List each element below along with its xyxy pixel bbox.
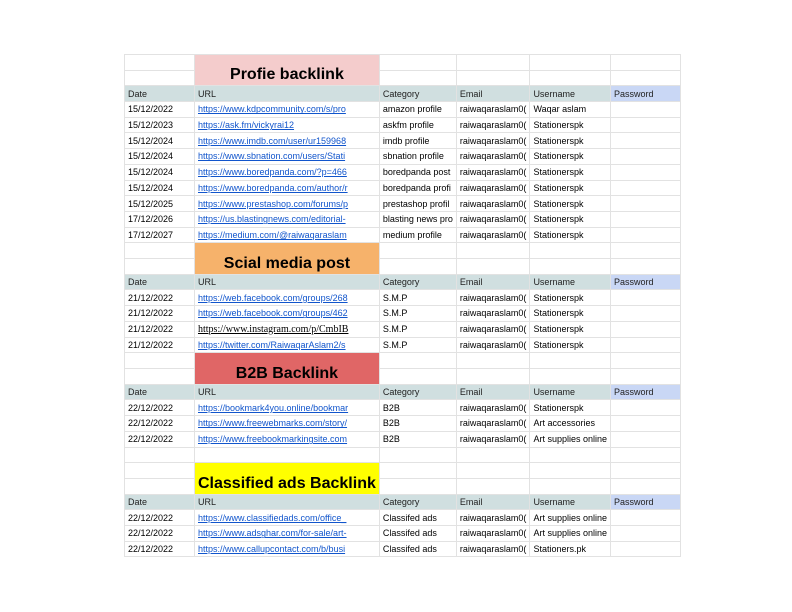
date-cell[interactable]: 22/12/2022 xyxy=(125,541,195,557)
table-row xyxy=(125,416,681,432)
url-link[interactable]: https://www.adsghar.com/for-sale/art- xyxy=(198,528,347,539)
email-cell[interactable]: raiwaqaraslam0( xyxy=(456,416,530,432)
url-link[interactable]: https://web.facebook.com/groups/268 xyxy=(198,292,348,303)
section-title[interactable]: B2B Backlink xyxy=(195,353,380,384)
category-cell[interactable]: S.M.P xyxy=(379,337,456,353)
empty-cell[interactable] xyxy=(125,478,195,494)
url-link[interactable]: https://medium.com/@raiwaqaraslam xyxy=(198,229,347,240)
header-password[interactable]: Password xyxy=(610,494,680,510)
url-cell[interactable] xyxy=(195,541,380,557)
email-cell[interactable]: raiwaqaraslam0( xyxy=(456,431,530,447)
header-email[interactable]: Email xyxy=(456,494,530,510)
header-password[interactable]: Password xyxy=(610,274,680,290)
category-cell[interactable]: Classifed ads xyxy=(379,541,456,557)
category-cell[interactable]: B2B xyxy=(379,431,456,447)
empty-cell[interactable] xyxy=(610,70,680,86)
url-link[interactable]: https://www.classifiedads.com/office_ xyxy=(198,512,347,523)
password-cell[interactable] xyxy=(610,149,680,165)
category-cell[interactable]: amazon profile xyxy=(379,102,456,118)
section-title[interactable]: Scial media post xyxy=(195,243,380,274)
date-cell[interactable]: 22/12/2022 xyxy=(125,510,195,526)
empty-cell[interactable] xyxy=(456,243,530,259)
empty-cell[interactable] xyxy=(125,55,195,71)
username-cell[interactable]: Stationerspk xyxy=(530,133,611,149)
username-cell[interactable]: Stationers.pk xyxy=(530,541,611,557)
username-cell[interactable]: Art accessories xyxy=(530,416,611,432)
header-url[interactable]: URL xyxy=(195,494,380,510)
table-row xyxy=(125,400,681,416)
password-cell[interactable] xyxy=(610,337,680,353)
header-row xyxy=(125,384,681,400)
url-link[interactable]: https://ask.fm/vickyrai12 xyxy=(198,120,295,131)
date-cell[interactable]: 15/12/2025 xyxy=(125,196,195,212)
date-cell[interactable]: 22/12/2022 xyxy=(125,400,195,416)
section-title[interactable]: Profie backlink xyxy=(195,55,380,86)
email-cell[interactable]: raiwaqaraslam0( xyxy=(456,400,530,416)
date-cell[interactable]: 22/12/2022 xyxy=(125,431,195,447)
empty-cell[interactable] xyxy=(530,478,611,494)
category-cell[interactable]: boredpanda profi xyxy=(379,180,456,196)
header-username[interactable]: Username xyxy=(530,86,611,102)
empty-cell[interactable] xyxy=(379,258,456,274)
email-cell[interactable]: raiwaqaraslam0( xyxy=(456,510,530,526)
empty-cell[interactable] xyxy=(456,369,530,385)
date-cell[interactable]: 21/12/2022 xyxy=(125,321,195,337)
password-cell[interactable] xyxy=(610,321,680,337)
empty-cell[interactable] xyxy=(125,353,195,369)
table-row xyxy=(125,211,681,227)
empty-cell[interactable] xyxy=(125,369,195,385)
url-link[interactable]: https://www.freebookmarkingsite.com xyxy=(198,434,348,445)
category-cell[interactable]: B2B xyxy=(379,400,456,416)
table-row xyxy=(125,180,681,196)
username-cell[interactable]: Stationerspk xyxy=(530,306,611,322)
empty-cell[interactable] xyxy=(456,463,530,479)
empty-cell[interactable] xyxy=(456,70,530,86)
password-cell[interactable] xyxy=(610,117,680,133)
password-cell[interactable] xyxy=(610,164,680,180)
url-cell[interactable] xyxy=(195,431,380,447)
header-password[interactable]: Password xyxy=(610,384,680,400)
password-cell[interactable] xyxy=(610,133,680,149)
empty-cell[interactable] xyxy=(610,478,680,494)
date-cell[interactable]: 15/12/2022 xyxy=(125,102,195,118)
empty-cell[interactable] xyxy=(125,463,195,479)
password-cell[interactable] xyxy=(610,211,680,227)
username-cell[interactable]: Stationerspk xyxy=(530,117,611,133)
email-cell[interactable]: raiwaqaraslam0( xyxy=(456,337,530,353)
url-link[interactable]: https://www.freewebmarks.com/story/ xyxy=(198,418,348,429)
header-email[interactable]: Email xyxy=(456,384,530,400)
url-link[interactable]: https://web.facebook.com/groups/462 xyxy=(198,308,348,319)
header-password[interactable]: Password xyxy=(610,86,680,102)
date-cell[interactable]: 17/12/2026 xyxy=(125,211,195,227)
category-cell[interactable]: blasting news pro xyxy=(379,211,456,227)
header-category[interactable]: Category xyxy=(379,384,456,400)
empty-cell[interactable] xyxy=(379,478,456,494)
url-link[interactable]: https://www.boredpanda.com/?p=466 xyxy=(198,167,347,178)
empty-cell[interactable] xyxy=(610,463,680,479)
username-cell[interactable]: Art supplies online xyxy=(530,525,611,541)
password-cell[interactable] xyxy=(610,102,680,118)
email-cell[interactable]: raiwaqaraslam0( xyxy=(456,164,530,180)
table-row xyxy=(125,196,681,212)
username-cell[interactable]: Stationerspk xyxy=(530,149,611,165)
header-date[interactable]: Date xyxy=(125,384,195,400)
empty-cell[interactable] xyxy=(530,369,611,385)
email-cell[interactable]: raiwaqaraslam0( xyxy=(456,525,530,541)
category-cell[interactable]: Classifed ads xyxy=(379,510,456,526)
header-email[interactable]: Email xyxy=(456,86,530,102)
category-cell[interactable]: boredpanda post xyxy=(379,164,456,180)
category-cell[interactable]: S.M.P xyxy=(379,306,456,322)
email-cell[interactable]: raiwaqaraslam0( xyxy=(456,541,530,557)
username-cell[interactable]: Stationerspk xyxy=(530,337,611,353)
table-row xyxy=(125,306,681,322)
empty-cell[interactable] xyxy=(125,258,195,274)
header-email[interactable]: Email xyxy=(456,274,530,290)
header-row xyxy=(125,494,681,510)
username-cell[interactable]: Stationerspk xyxy=(530,321,611,337)
empty-cell[interactable] xyxy=(195,447,380,463)
url-cell[interactable] xyxy=(195,164,380,180)
category-cell[interactable]: sbnation profile xyxy=(379,149,456,165)
header-category[interactable]: Category xyxy=(379,274,456,290)
password-cell[interactable] xyxy=(610,196,680,212)
category-cell[interactable]: S.M.P xyxy=(379,290,456,306)
date-cell[interactable]: 22/12/2022 xyxy=(125,416,195,432)
password-cell[interactable] xyxy=(610,306,680,322)
url-cell[interactable] xyxy=(195,227,380,243)
section-title[interactable]: Classified ads Backlink xyxy=(195,463,380,494)
empty-cell[interactable] xyxy=(530,463,611,479)
header-date[interactable]: Date xyxy=(125,494,195,510)
date-cell[interactable]: 15/12/2024 xyxy=(125,133,195,149)
url-cell[interactable] xyxy=(195,416,380,432)
date-cell[interactable]: 21/12/2022 xyxy=(125,306,195,322)
url-cell[interactable] xyxy=(195,510,380,526)
username-cell[interactable]: Stationerspk xyxy=(530,164,611,180)
empty-cell[interactable] xyxy=(125,447,195,463)
category-cell[interactable]: askfm profile xyxy=(379,117,456,133)
url-cell[interactable] xyxy=(195,525,380,541)
category-cell[interactable]: imdb profile xyxy=(379,133,456,149)
url-cell[interactable] xyxy=(195,306,380,322)
table-row xyxy=(125,525,681,541)
table-row xyxy=(125,510,681,526)
url-link[interactable]: https://bookmark4you.online/bookmar xyxy=(198,402,349,413)
url-link[interactable]: https://www.prestashop.com/forums/p xyxy=(198,198,349,209)
table-row xyxy=(125,290,681,306)
url-link[interactable]: https://www.sbnation.com/users/Stati xyxy=(198,151,346,162)
empty-cell[interactable] xyxy=(610,55,680,71)
empty-cell[interactable] xyxy=(379,447,456,463)
header-row xyxy=(125,274,681,290)
password-cell[interactable] xyxy=(610,400,680,416)
table-row xyxy=(125,117,681,133)
username-cell[interactable]: Stationerspk xyxy=(530,400,611,416)
empty-cell[interactable] xyxy=(530,447,611,463)
empty-cell[interactable] xyxy=(530,55,611,71)
empty-cell[interactable] xyxy=(456,353,530,369)
empty-cell[interactable] xyxy=(530,243,611,259)
email-cell[interactable]: raiwaqaraslam0( xyxy=(456,211,530,227)
empty-cell[interactable] xyxy=(530,258,611,274)
table-row xyxy=(125,337,681,353)
empty-cell[interactable] xyxy=(125,243,195,259)
table-row xyxy=(125,227,681,243)
url-cell[interactable] xyxy=(195,117,380,133)
url-cell[interactable] xyxy=(195,180,380,196)
empty-cell[interactable] xyxy=(610,369,680,385)
password-cell[interactable] xyxy=(610,227,680,243)
empty-cell[interactable] xyxy=(610,447,680,463)
table-row xyxy=(125,164,681,180)
url-cell[interactable] xyxy=(195,337,380,353)
date-cell[interactable]: 15/12/2023 xyxy=(125,117,195,133)
username-cell[interactable]: Art supplies online xyxy=(530,431,611,447)
table-row xyxy=(125,431,681,447)
category-cell[interactable]: medium profile xyxy=(379,227,456,243)
table-row xyxy=(125,321,681,337)
header-username[interactable]: Username xyxy=(530,494,611,510)
empty-cell[interactable] xyxy=(379,463,456,479)
header-date[interactable]: Date xyxy=(125,274,195,290)
password-cell[interactable] xyxy=(610,541,680,557)
url-cell[interactable] xyxy=(195,133,380,149)
date-cell[interactable]: 21/12/2022 xyxy=(125,290,195,306)
empty-cell[interactable] xyxy=(610,243,680,259)
url-cell[interactable] xyxy=(195,102,380,118)
empty-cell[interactable] xyxy=(530,353,611,369)
email-cell[interactable]: raiwaqaraslam0( xyxy=(456,102,530,118)
url-cell[interactable] xyxy=(195,196,380,212)
email-cell[interactable]: raiwaqaraslam0( xyxy=(456,306,530,322)
table-row xyxy=(125,149,681,165)
date-cell[interactable]: 15/12/2024 xyxy=(125,164,195,180)
username-cell[interactable]: Art supplies online xyxy=(530,510,611,526)
category-cell[interactable]: S.M.P xyxy=(379,321,456,337)
email-cell[interactable]: raiwaqaraslam0( xyxy=(456,321,530,337)
url-link[interactable]: https://twitter.com/RaiwaqarAslam2/s xyxy=(198,340,346,351)
url-cell[interactable] xyxy=(195,321,380,337)
email-cell[interactable]: raiwaqaraslam0( xyxy=(456,149,530,165)
empty-cell[interactable] xyxy=(456,447,530,463)
header-date[interactable]: Date xyxy=(125,86,195,102)
date-cell[interactable]: 15/12/2024 xyxy=(125,149,195,165)
empty-cell[interactable] xyxy=(379,369,456,385)
username-cell[interactable]: Stationerspk xyxy=(530,227,611,243)
empty-cell[interactable] xyxy=(379,55,456,71)
header-row xyxy=(125,86,681,102)
header-username[interactable]: Username xyxy=(530,274,611,290)
header-username[interactable]: Username xyxy=(530,384,611,400)
date-cell[interactable]: 15/12/2024 xyxy=(125,180,195,196)
email-cell[interactable]: raiwaqaraslam0( xyxy=(456,227,530,243)
email-cell[interactable]: raiwaqaraslam0( xyxy=(456,117,530,133)
category-cell[interactable]: prestashop profil xyxy=(379,196,456,212)
url-cell[interactable] xyxy=(195,149,380,165)
header-category[interactable]: Category xyxy=(379,494,456,510)
password-cell[interactable] xyxy=(610,180,680,196)
empty-cell[interactable] xyxy=(125,70,195,86)
email-cell[interactable]: raiwaqaraslam0( xyxy=(456,196,530,212)
url-link[interactable]: https://www.imdb.com/user/ur159968 xyxy=(198,135,347,146)
empty-cell[interactable] xyxy=(610,353,680,369)
username-cell[interactable]: Stationerspk xyxy=(530,290,611,306)
empty-cell[interactable] xyxy=(456,258,530,274)
url-cell[interactable] xyxy=(195,400,380,416)
header-url[interactable]: URL xyxy=(195,86,380,102)
password-cell[interactable] xyxy=(610,431,680,447)
empty-cell[interactable] xyxy=(379,353,456,369)
username-cell[interactable]: Stationerspk xyxy=(530,196,611,212)
username-cell[interactable]: Stationerspk xyxy=(530,211,611,227)
url-link[interactable]: https://www.kdpcommunity.com/s/pro xyxy=(198,104,346,115)
email-cell[interactable]: raiwaqaraslam0( xyxy=(456,290,530,306)
table-row xyxy=(125,541,681,557)
category-cell[interactable]: Classifed ads xyxy=(379,525,456,541)
date-cell[interactable]: 21/12/2022 xyxy=(125,337,195,353)
date-cell[interactable]: 22/12/2022 xyxy=(125,525,195,541)
username-cell[interactable]: Waqar aslam xyxy=(530,102,611,118)
category-cell[interactable]: B2B xyxy=(379,416,456,432)
empty-cell[interactable] xyxy=(379,243,456,259)
url-link[interactable]: https://www.instagram.com/p/CmbIB xyxy=(198,323,349,335)
password-cell[interactable] xyxy=(610,416,680,432)
header-url[interactable]: URL xyxy=(195,274,380,290)
email-cell[interactable]: raiwaqaraslam0( xyxy=(456,180,530,196)
url-cell[interactable] xyxy=(195,211,380,227)
username-cell[interactable]: Stationerspk xyxy=(530,180,611,196)
email-cell[interactable]: raiwaqaraslam0( xyxy=(456,133,530,149)
table-row xyxy=(125,102,681,118)
url-cell[interactable] xyxy=(195,290,380,306)
password-cell[interactable] xyxy=(610,290,680,306)
spreadsheet-grid xyxy=(124,54,681,557)
url-link[interactable]: https://www.boredpanda.com/author/r xyxy=(198,182,348,193)
empty-cell[interactable] xyxy=(456,55,530,71)
url-link[interactable]: https://us.blastingnews.com/editorial- xyxy=(198,214,346,225)
empty-cell[interactable] xyxy=(379,70,456,86)
password-cell[interactable] xyxy=(610,510,680,526)
header-category[interactable]: Category xyxy=(379,86,456,102)
password-cell[interactable] xyxy=(610,525,680,541)
table-row xyxy=(125,133,681,149)
empty-cell[interactable] xyxy=(610,258,680,274)
header-url[interactable]: URL xyxy=(195,384,380,400)
url-link[interactable]: https://www.callupcontact.com/b/busi xyxy=(198,543,346,554)
empty-cell[interactable] xyxy=(456,478,530,494)
empty-cell[interactable] xyxy=(530,70,611,86)
date-cell[interactable]: 17/12/2027 xyxy=(125,227,195,243)
